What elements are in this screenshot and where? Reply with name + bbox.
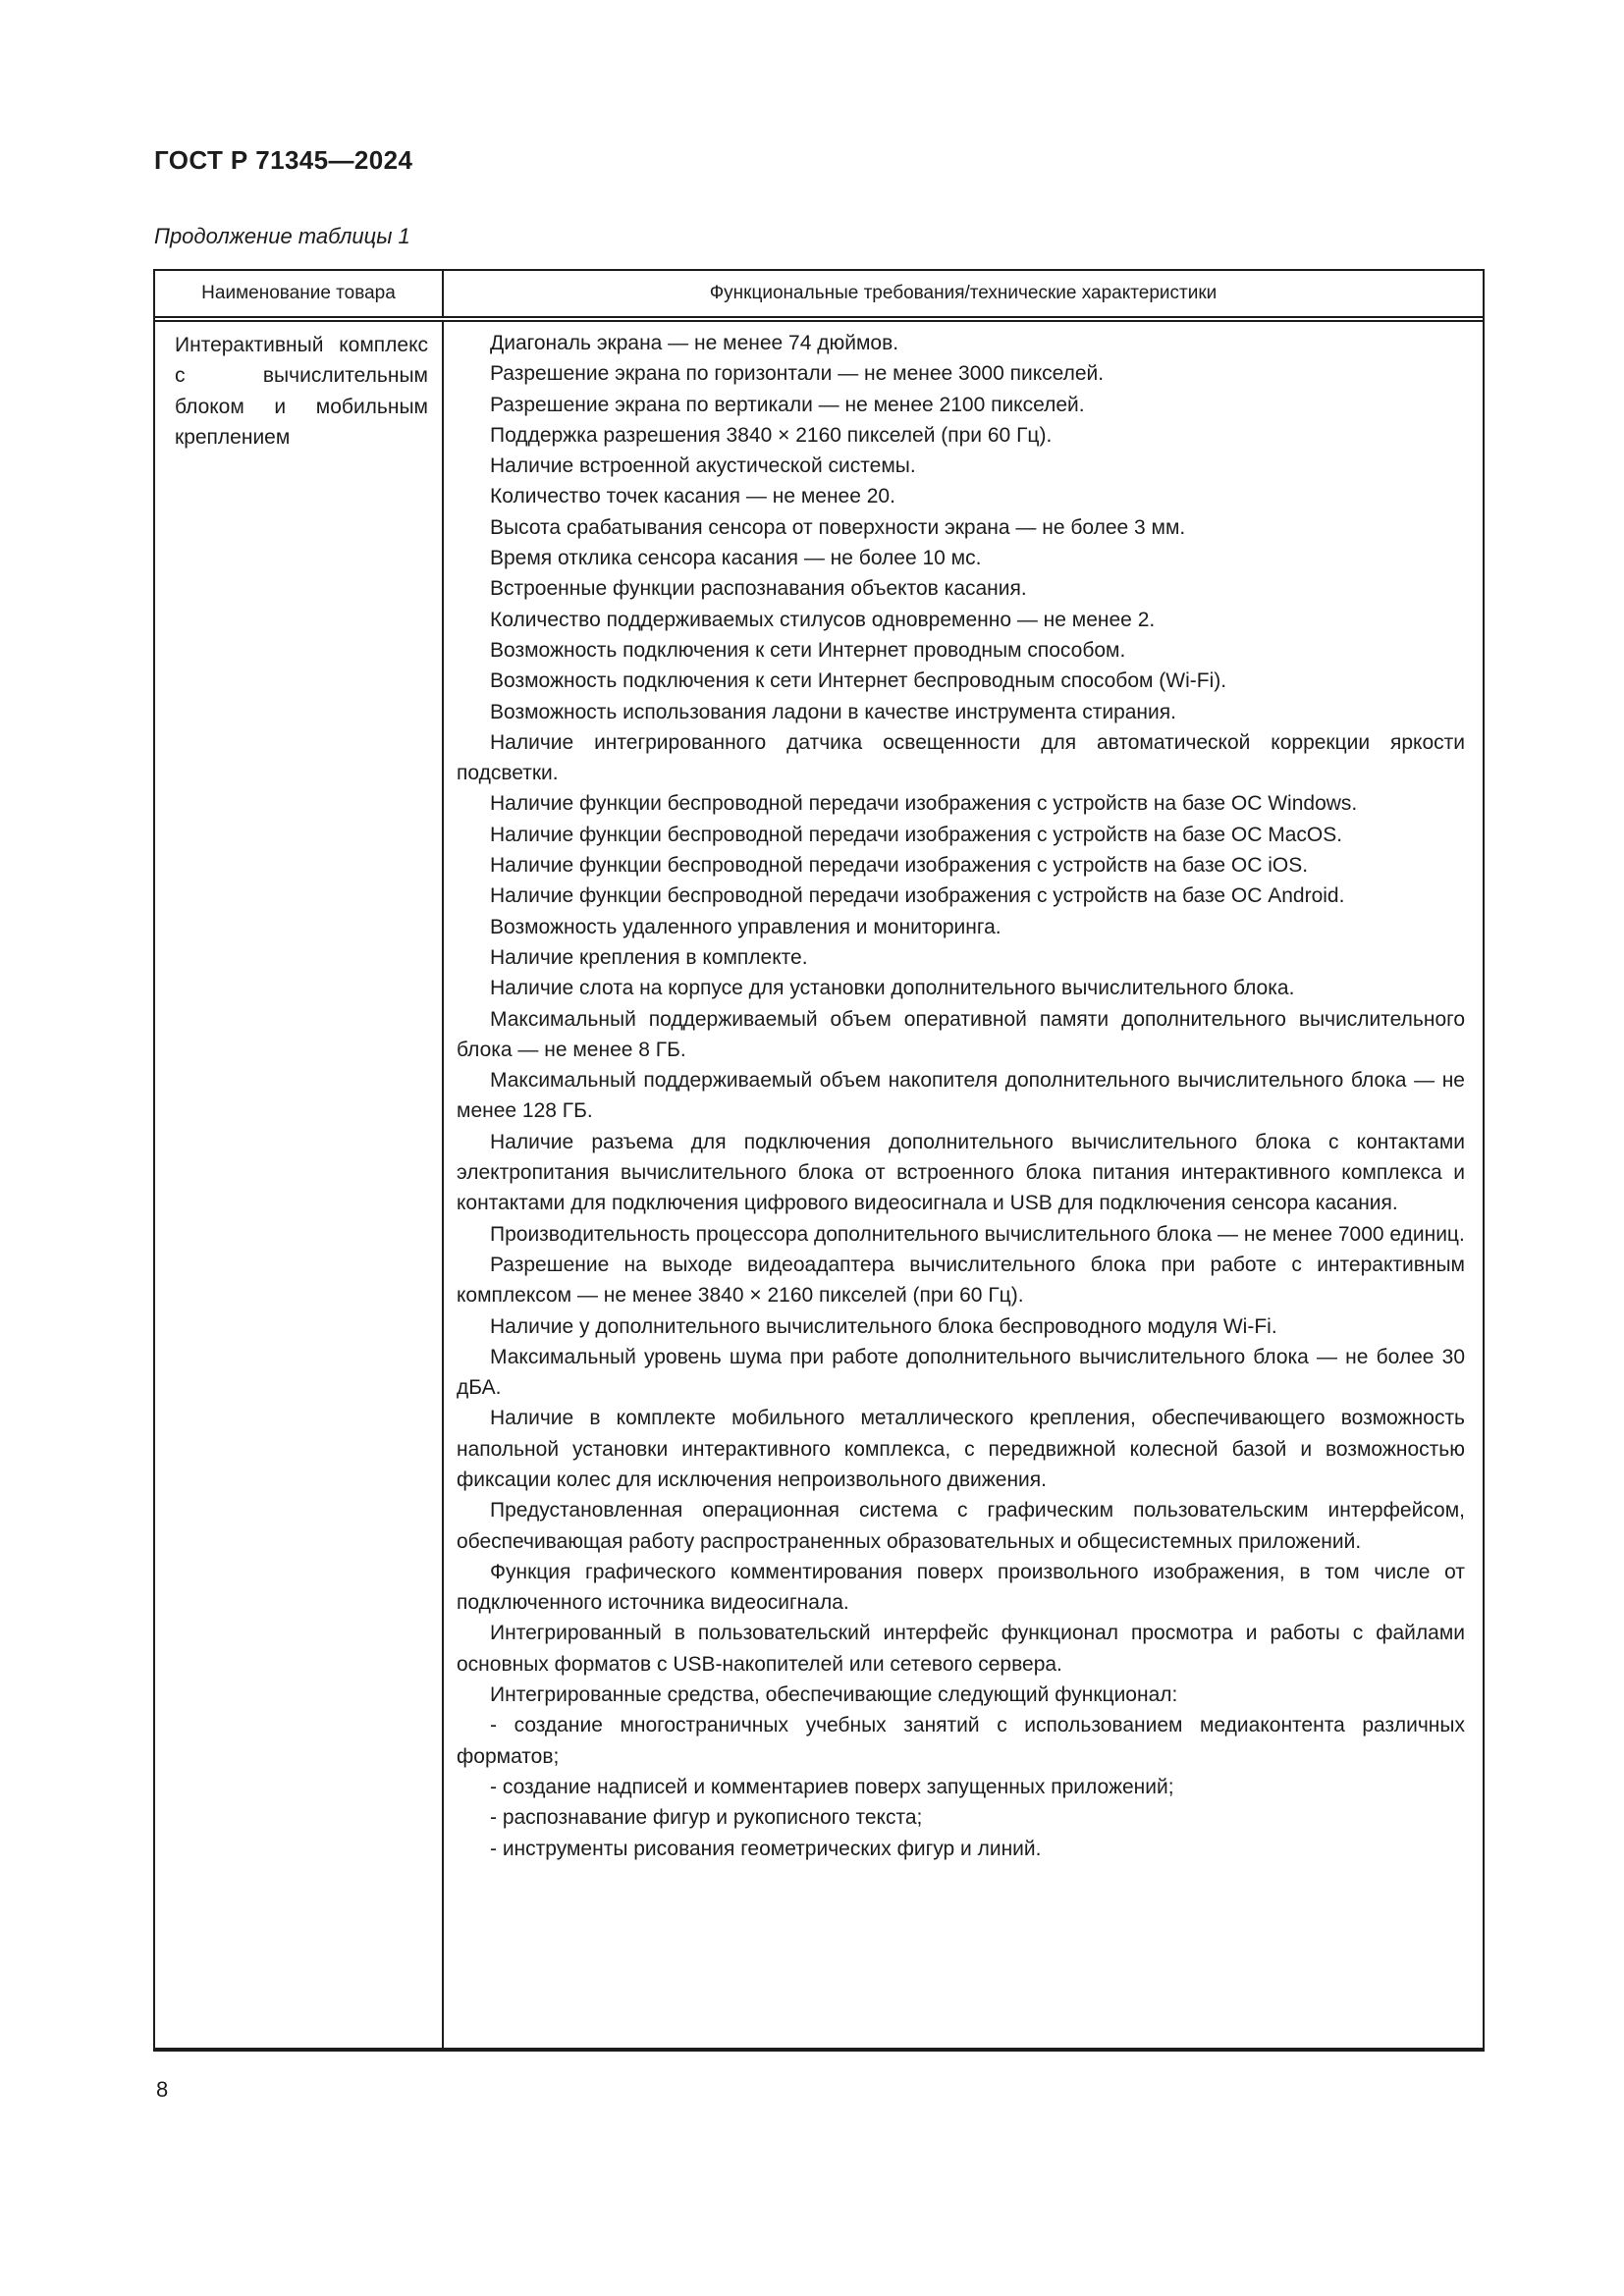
requirement-paragraph: Максимальный поддерживаемый объем оперативной памяти дополнительного вычислительного блока — не менее 8 ГБ. [457,1007,1465,1061]
requirement-paragraph: Время отклика сенсора касания — не более 10 мс. [490,547,982,570]
requirement-paragraph: Возможность использования ладони в качестве инструмента стирания. [490,700,1176,723]
product-name-cell: Интерактивный комплекс с вычислительным блоком и мобильным креплением [155,322,444,2048]
requirement-paragraph: Наличие функции беспроводной передачи изображения с устройств на базе ОС Windows. [490,792,1358,816]
requirement-paragraph: Наличие функции беспроводной передачи изображения с устройств на базе ОС Android. [490,884,1345,908]
requirement-paragraph: Наличие функции беспроводной передачи изображения с устройств на базе ОС MacOS. [490,823,1343,846]
table-continuation-caption: Продолжение таблицы 1 [154,224,410,248]
requirement-paragraph: - создание надписей и комментариев поверх запущенных приложений; [490,1775,1174,1798]
requirement-paragraph: - распознавание фигур и рукописного текста; [490,1806,923,1830]
requirement-paragraph: Количество точек касания — не менее 20. [490,485,895,508]
page-content [153,269,1485,2103]
requirement-paragraph: Наличие у дополнительного вычислительного блока беспроводного модуля Wi-Fi. [490,1314,1277,1338]
requirement-paragraph: Наличие разъема для подключения дополнительного вычислительного блока с контактами электропитания вычислительного блока от встроенного блока питания интерактивного комплекса и контактами для подключения цифрового видеосигнала и USB для подключения сенсора касания. [457,1130,1465,1215]
page-number: 8 [156,2077,169,2102]
requirement-paragraph: Разрешение экрана по горизонтали — не менее 3000 пикселей. [490,362,1105,386]
requirement-paragraph: Интегрированный в пользовательский интерфейс функционал просмотра и работы с файлами основных форматов с USB-накопителей или сетевого сервера. [457,1622,1465,1676]
requirement-paragraph: Диагональ экрана — не менее 74 дюймов. [490,332,899,354]
document-number-header: ГОСТ Р 71345—2024 [154,145,413,175]
requirement-paragraph: Функция графического комментирования поверх произвольного изображения, в том числе от подключенного источника видеосигнала. [457,1560,1465,1615]
requirement-paragraph: Максимальный поддерживаемый объем накопителя дополнительного вычислительного блока — не менее 128 ГБ. [457,1069,1465,1123]
requirement-paragraph: Высота срабатывания сенсора от поверхности экрана — не более 3 мм. [490,515,1186,539]
requirement-paragraph: Интегрированные средства, обеспечивающие следующий функционал: [490,1683,1178,1707]
table-header-row [155,271,1483,322]
requirement-paragraph: Наличие интегрированного датчика освещенности для автоматической коррекции яркости подсветки. [457,730,1465,785]
requirement-paragraph: Разрешение на выходе видеоадаптера вычислительного блока при работе с интерактивным комплексом — не менее 3840 × 2160 пикселей (при 60 Гц). [457,1253,1465,1308]
requirement-paragraph: Возможность подключения к сети Интернет проводным способом. [490,638,1126,662]
requirement-paragraph: Встроенные функции распознавания объектов касания. [490,577,1027,601]
requirements-cell [444,322,1483,2048]
requirement-paragraph: - инструменты рисования геометрических фигур и линий. [490,1837,1042,1860]
requirement-paragraph: Разрешение экрана по вертикали — не менее 2100 пикселей. [490,393,1085,416]
requirement-paragraph: Наличие функции беспроводной передачи изображения с устройств на базе ОС iOS. [490,854,1309,878]
requirement-paragraph: Возможность подключения к сети Интернет беспроводным способом (Wi-Fi). [490,669,1227,693]
column-header-product-name: Наименование товара [155,271,444,316]
requirement-paragraph: Максимальный уровень шума при работе дополнительного вычислительного блока — не более 30 дБА. [457,1345,1465,1400]
requirement-paragraph: Наличие крепления в комплекте. [490,945,808,969]
requirement-paragraph: Производительность процессора дополнительного вычислительного блока — не менее 7000 единиц. [490,1222,1465,1246]
requirement-paragraph: Возможность удаленного управления и мониторинга. [490,915,1001,938]
table-row [155,322,1483,2048]
requirement-paragraph: Поддержка разрешения 3840 × 2160 пикселей (при 60 Гц). [490,423,1053,447]
requirement-paragraph: Количество поддерживаемых стилусов одновременно — не менее 2. [490,608,1156,631]
requirement-paragraph: Наличие встроенной акустической системы. [490,454,916,478]
requirement-paragraph: Наличие слота на корпусе для установки дополнительного вычислительного блока. [490,977,1295,1000]
requirements-table [153,269,1485,2052]
column-header-functional-requirements: Функциональные требования/технические характеристики [709,283,1218,303]
requirement-paragraph: - создание многостраничных учебных занятий с использованием медиаконтента различных форматов; [457,1714,1465,1768]
requirement-paragraph: Предустановленная операционная система с графическим пользовательским интерфейсом, обеспечивающая работу распространенных образовательных и общесистемных приложений. [457,1499,1465,1553]
requirement-paragraph: Наличие в комплекте мобильного металлического крепления, обеспечивающего возможность напольной установки интерактивного комплекса, с передвижной колесной базой и возможностью фиксации колес для исключения непроизвольного движения. [457,1407,1465,1491]
